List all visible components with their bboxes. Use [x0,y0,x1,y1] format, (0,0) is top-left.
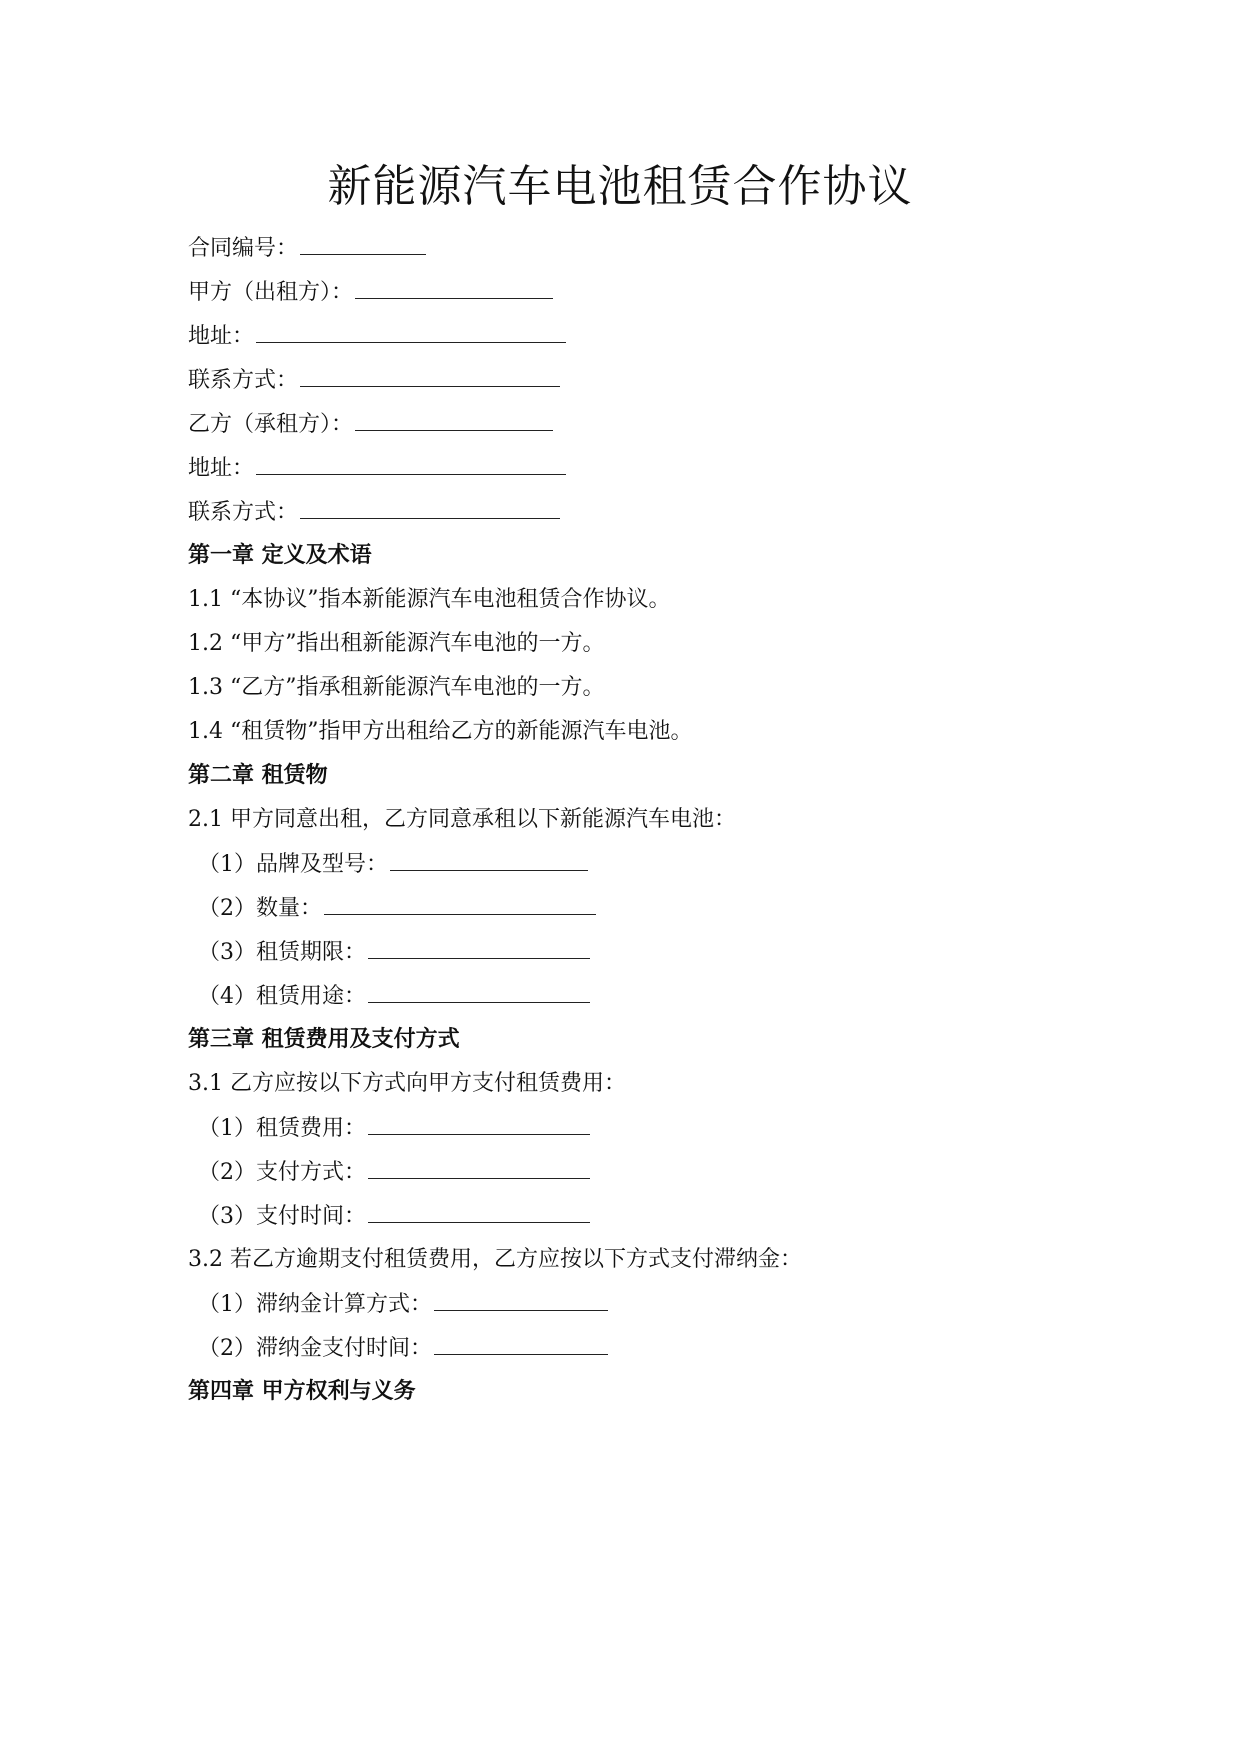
field-label: （1）租赁费用： [198,1116,366,1141]
field-label: 联系方式： [188,368,299,393]
sub-field [198,980,590,1013]
blank-line [368,980,590,1003]
sub-field [198,936,590,969]
field-label: （1）品牌及型号： [198,852,388,877]
party-b-field [188,408,553,441]
clause: 1.4 “租赁物”指甲方出租给乙方的新能源汽车电池。 [188,719,693,744]
blank-line [300,364,560,387]
party-a-field [188,276,553,309]
clause: 1.2 “甲方”指出租新能源汽车电池的一方。 [188,631,605,656]
party-b-contact-field [188,496,560,529]
blank-line [355,408,553,431]
blank-line [434,1332,608,1355]
chapter-heading: 第三章 租赁费用及支付方式 [188,1027,460,1052]
field-label: （2）数量： [198,896,322,921]
field-label: （3）租赁期限： [198,940,366,965]
contract-number-field [188,232,426,265]
field-label: （4）租赁用途： [198,984,366,1009]
clause: 1.3 “乙方”指承租新能源汽车电池的一方。 [188,675,605,700]
blank-line [368,1156,590,1179]
party-b-address-field [188,452,566,485]
field-label: （2）滞纳金支付时间： [198,1336,432,1361]
blank-line [434,1288,608,1311]
field-label: （3）支付时间： [198,1204,366,1229]
field-label: 乙方（承租方）： [188,412,354,437]
chapter-heading: 第四章 甲方权利与义务 [188,1379,416,1404]
blank-line [324,892,596,915]
field-label: （1）滞纳金计算方式： [198,1292,432,1317]
chapter-heading: 第一章 定义及术语 [188,543,372,568]
sub-field [198,1332,608,1365]
field-label: 甲方（出租方）： [188,280,354,305]
blank-line [368,1200,590,1223]
blank-line [300,232,426,255]
blank-line [256,320,566,343]
document-title: 新能源汽车电池租赁合作协议 [327,161,913,212]
blank-line [390,848,588,871]
sub-field [198,848,588,881]
party-a-contact-field [188,364,560,397]
sub-field [198,892,596,925]
blank-line [368,1112,590,1135]
field-label: 地址： [188,456,255,481]
blank-line [368,936,590,959]
field-label: 地址： [188,324,255,349]
sub-field [198,1112,590,1145]
clause: 3.2 若乙方逾期支付租赁费用，乙方应按以下方式支付滞纳金： [188,1247,802,1272]
clause: 3.1 乙方应按以下方式向甲方支付租赁费用： [188,1071,626,1096]
clause: 2.1 甲方同意出租，乙方同意承租以下新能源汽车电池： [188,807,736,832]
sub-field [198,1288,608,1321]
field-label: 合同编号： [188,236,299,261]
field-label: 联系方式： [188,500,299,525]
clause: 1.1 “本协议”指本新能源汽车电池租赁合作协议。 [188,587,671,612]
chapter-heading: 第二章 租赁物 [188,763,328,788]
field-label: （2）支付方式： [198,1160,366,1185]
blank-line [300,496,560,519]
sub-field [198,1156,590,1189]
blank-line [355,276,553,299]
party-a-address-field [188,320,566,353]
sub-field [198,1200,590,1233]
blank-line [256,452,566,475]
